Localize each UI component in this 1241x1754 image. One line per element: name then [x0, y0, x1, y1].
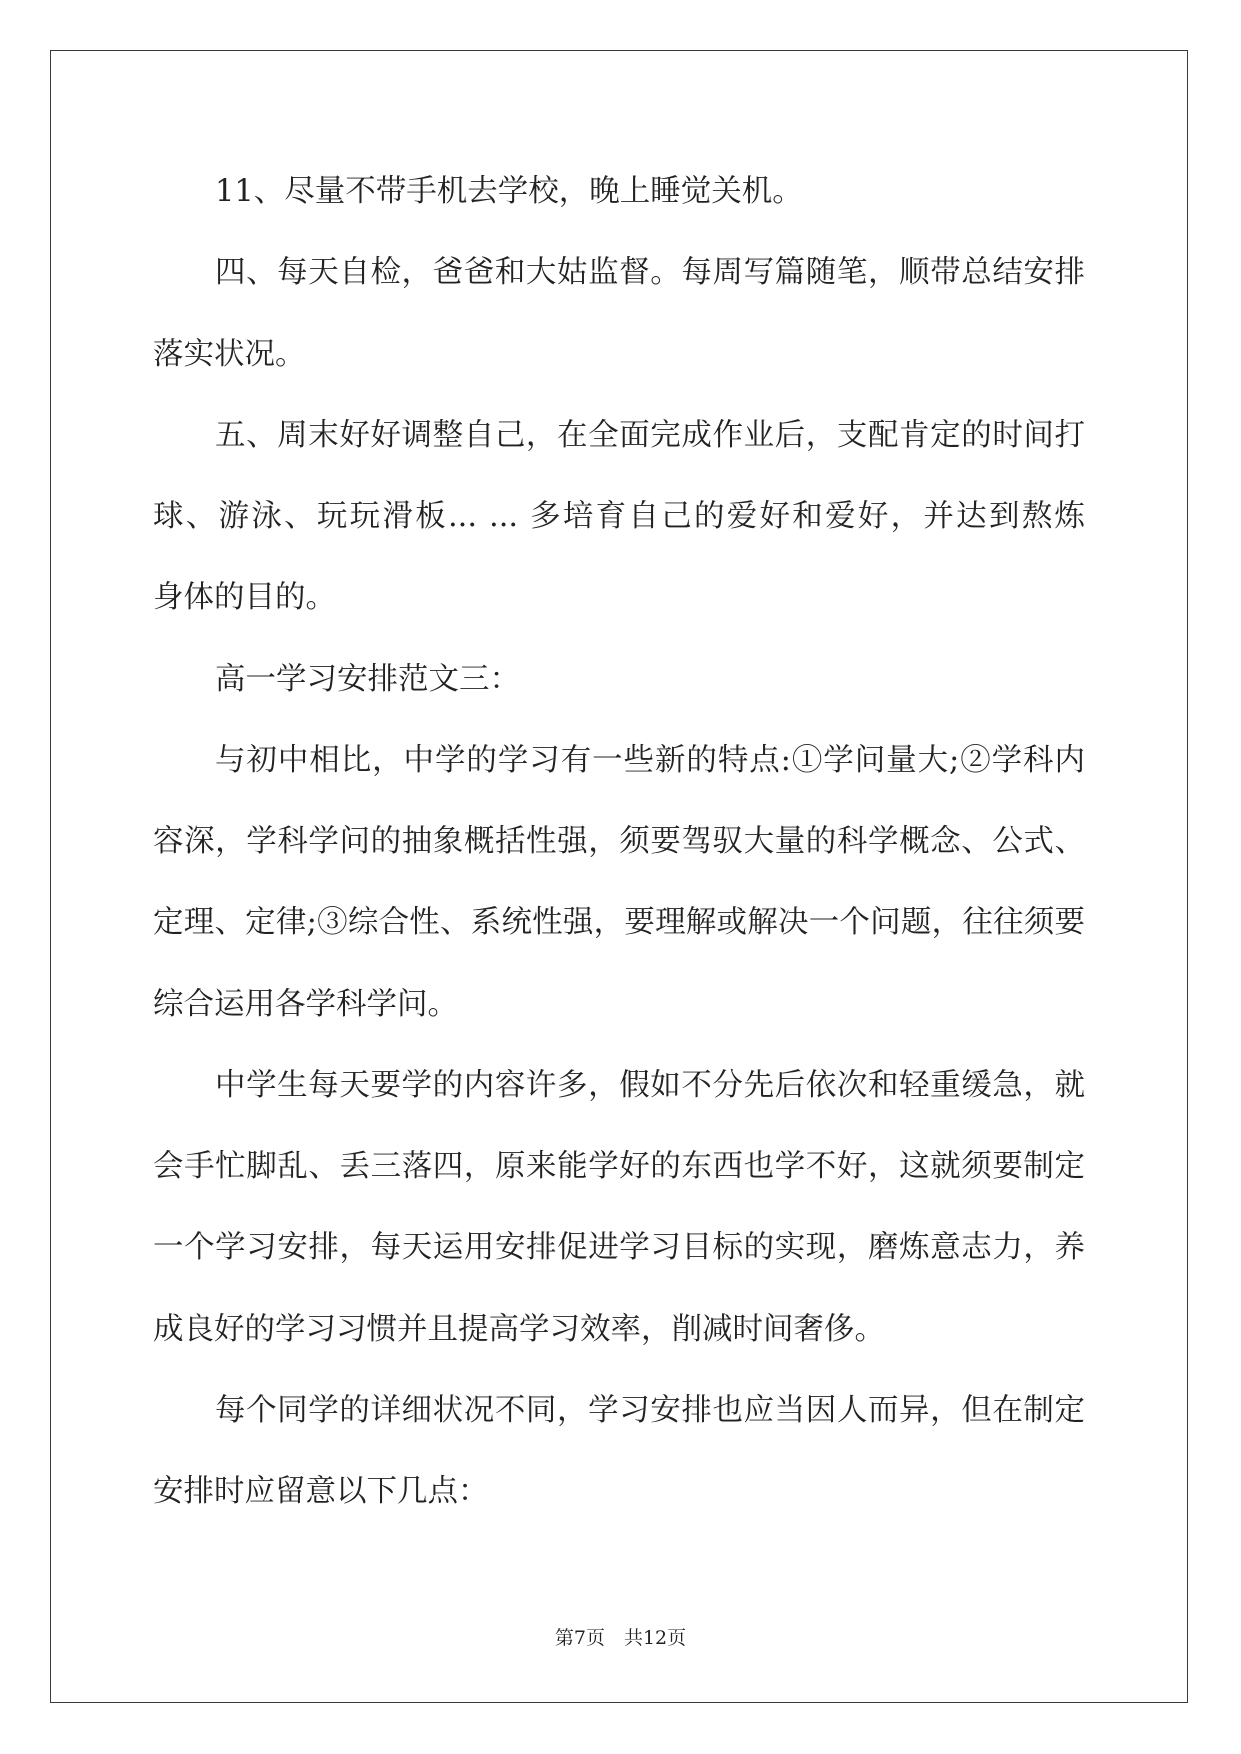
text-line: 定理、定律;③综合性、系统性强，要理解或解决一个问题，往往须要 — [153, 905, 1085, 941]
page-footer: 第7页 共12页 — [554, 1627, 687, 1649]
paragraph — [153, 720, 1085, 1045]
text-line: 容深，学科学问的抽象概括性强，须要驾驭大量的科学概念、公式、 — [153, 824, 1085, 859]
section-heading — [153, 639, 1085, 720]
text-line: 五、周末好好调整自己，在全面完成作业后，支配肯定的时间打 — [215, 417, 1085, 453]
text-line: 会手忙脚乱、丢三落四，原来能学好的东西也学不好，这就须要制定 — [153, 1149, 1085, 1184]
text-line: 高一学习安排范文三： — [215, 661, 520, 697]
text-line: 一个学习安排，每天运用安排促进学习目标的实现，磨炼意志力，养 — [153, 1230, 1085, 1266]
document-body — [153, 151, 1085, 1532]
paragraph — [153, 1370, 1085, 1533]
text-line: 综合运用各学科学问。 — [153, 986, 458, 1022]
text-line: 球、游泳、玩玩滑板... ... 多培育自己的爱好和爱好，并达到熬炼 — [153, 499, 1085, 534]
text-line: 与初中相比，中学的学习有一些新的特点:①学问量大;②学科内 — [215, 742, 1085, 778]
text-line: 中学生每天要学的内容许多，假如不分先后依次和轻重缓急，就 — [215, 1067, 1085, 1103]
text-line: 身体的目的。 — [153, 580, 336, 616]
text-line: 四、每天自检，爸爸和大姑监督。每周写篇随笔，顺带总结安排 — [215, 255, 1085, 291]
text-line: 成良好的学习习惯并且提高学习效率，削减时间奢侈。 — [153, 1311, 885, 1347]
paragraph — [153, 151, 1085, 232]
paragraph — [153, 395, 1085, 639]
paragraph — [153, 232, 1085, 395]
text-line: 11、尽量不带手机去学校，晚上睡觉关机。 — [215, 174, 803, 209]
text-line: 安排时应留意以下几点： — [153, 1474, 489, 1509]
text-line: 每个同学的详细状况不同，学习安排也应当因人而异，但在制定 — [215, 1392, 1085, 1428]
paragraph — [153, 1045, 1085, 1370]
text-line: 落实状况。 — [153, 336, 306, 372]
